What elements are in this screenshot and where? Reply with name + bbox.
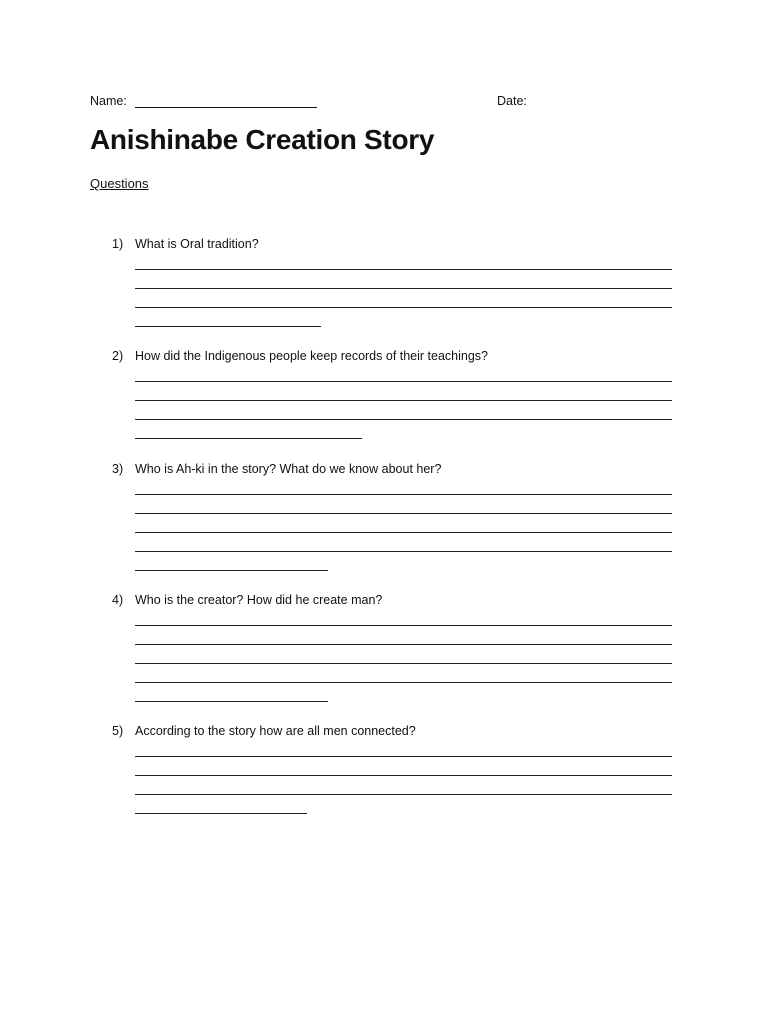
- answer-line: [135, 551, 672, 552]
- answer-line: [135, 775, 672, 776]
- answer-line: [135, 682, 672, 683]
- question-4-prompt: [112, 593, 692, 611]
- question-text: Who is Ah-ki in the story? What do we know about her?: [135, 462, 442, 476]
- date-label: Date:: [497, 94, 527, 108]
- question-2-prompt: [112, 349, 692, 367]
- question-5: [112, 724, 692, 742]
- answer-line: [135, 494, 672, 495]
- answer-line: [135, 570, 328, 571]
- section-heading-questions: Questions: [90, 176, 149, 191]
- question-number: 1): [112, 237, 124, 251]
- question-number: 2): [112, 349, 124, 363]
- question-3: [112, 462, 692, 480]
- question-text: What is Oral tradition?: [135, 237, 259, 251]
- question-text: Who is the creator? How did he create man?: [135, 593, 383, 607]
- question-5-prompt: [112, 724, 692, 742]
- answer-line: [135, 513, 672, 514]
- answer-line: [135, 269, 672, 270]
- question-3-prompt: [112, 462, 692, 480]
- question-4: [112, 593, 692, 611]
- question-number: 3): [112, 462, 124, 476]
- page-title: Anishinabe Creation Story: [90, 124, 435, 155]
- question-number: 4): [112, 593, 124, 607]
- question-number: 5): [112, 724, 124, 738]
- answer-line: [135, 663, 672, 664]
- answer-line: [135, 532, 672, 533]
- question-text: How did the Indigenous people keep records of their teachings?: [135, 349, 489, 363]
- answer-line: [135, 644, 672, 645]
- answer-line: [135, 288, 672, 289]
- answer-line: [135, 813, 307, 814]
- answer-line: [135, 756, 672, 757]
- answer-line: [135, 794, 672, 795]
- question-1-prompt: [112, 237, 692, 255]
- answer-line: [135, 400, 672, 401]
- answer-line: [135, 381, 672, 382]
- answer-line: [135, 701, 328, 702]
- question-1: [112, 237, 692, 255]
- question-text: According to the story how are all men connected?: [135, 724, 416, 738]
- header-row: [90, 94, 690, 112]
- answer-line: [135, 438, 362, 439]
- name-blank-line: [135, 107, 317, 108]
- question-2: [112, 349, 692, 367]
- name-label: Name:: [90, 94, 127, 108]
- answer-line: [135, 307, 672, 308]
- answer-line: [135, 625, 672, 626]
- answer-line: [135, 419, 672, 420]
- answer-line: [135, 326, 321, 327]
